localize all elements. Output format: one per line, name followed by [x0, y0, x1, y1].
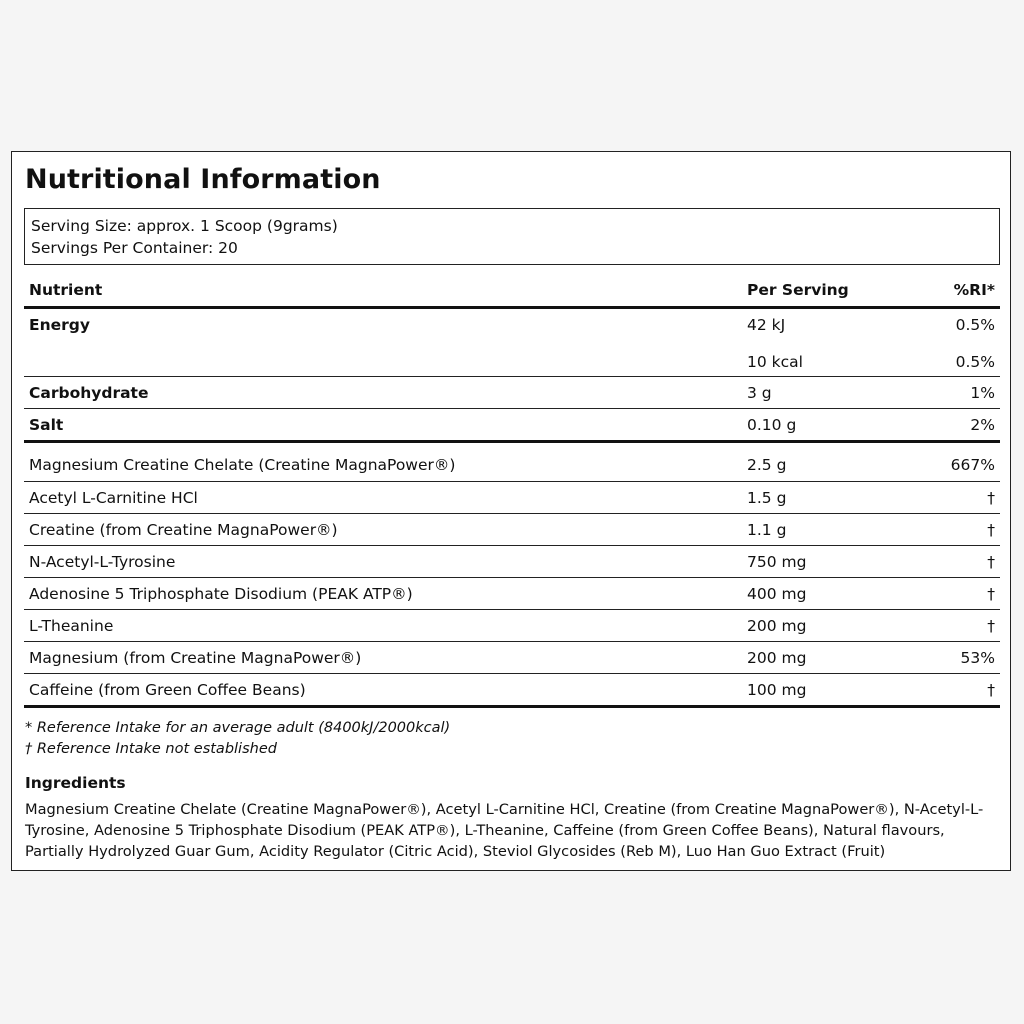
- ingredient-name: L-Theanine: [29, 617, 114, 635]
- energy-kcal: 10 kcal: [747, 353, 803, 371]
- ingredient-ri: †: [987, 489, 995, 507]
- table-header: [24, 273, 1000, 309]
- table-row-carbohydrate: [24, 377, 1000, 409]
- ingredient-amount: 400 mg: [747, 585, 807, 603]
- servings-per-container: Servings Per Container: 20: [31, 239, 238, 257]
- table-row: [24, 610, 1000, 642]
- table-row: [24, 578, 1000, 610]
- ingredient-ri: †: [987, 585, 995, 603]
- ingredient-amount: 200 mg: [747, 649, 807, 667]
- nutrition-table: [24, 273, 1000, 708]
- table-row: [24, 642, 1000, 674]
- energy-kj-ri: 0.5%: [955, 316, 995, 334]
- energy-kcal-ri: 0.5%: [955, 353, 995, 371]
- ingredient-ri: †: [987, 521, 995, 539]
- table-row: [24, 546, 1000, 578]
- nutrient-amount: 3 g: [747, 384, 772, 402]
- table-row-energy: [24, 309, 1000, 377]
- nutrient-name: Salt: [29, 416, 64, 434]
- ingredient-name: Adenosine 5 Triphosphate Disodium (PEAK ATP®): [29, 585, 413, 603]
- nutrition-panel: [11, 151, 1011, 871]
- nutrient-name: Carbohydrate: [29, 384, 149, 402]
- ingredient-name: Acetyl L-Carnitine HCl: [29, 489, 198, 507]
- table-row: [24, 674, 1000, 708]
- energy-kj: 42 kJ: [747, 316, 786, 334]
- ingredient-amount: 1.1 g: [747, 521, 787, 539]
- nutrient-name: Energy: [29, 316, 90, 334]
- ingredient-ri: †: [987, 681, 995, 699]
- ingredient-name: Magnesium Creatine Chelate (Creatine MagnaPower®): [29, 456, 456, 474]
- table-row: [24, 514, 1000, 546]
- ingredients-text: Magnesium Creatine Chelate (Creatine MagnaPower®), Acetyl L-Carnitine HCl, Creatine (from Creatine MagnaPower®), N-Acetyl-L-Tyrosine, Adenosine 5 Triphosphate Disodium (PEAK ATP®), L-Theanine, Caffeine (from Green Coffee Beans), Natural flavours, Partially Hydrolyzed Guar Gum, Acidity Regulator (Citric Acid), Steviol Glycosides (Reb M), Luo Han Guo Extract (Fruit): [25, 801, 984, 860]
- ingredient-name: Creatine (from Creatine MagnaPower®): [29, 521, 338, 539]
- ingredient-ri: †: [987, 553, 995, 571]
- table-row: [24, 443, 1000, 482]
- footnotes: [25, 718, 450, 760]
- ingredient-name: Caffeine (from Green Coffee Beans): [29, 681, 306, 699]
- ri-footnote: * Reference Intake for an average adult (8400kJ/2000kcal): [25, 720, 451, 736]
- ingredient-ri: 53%: [960, 649, 995, 667]
- header-nutrient: Nutrient: [29, 281, 103, 299]
- ingredient-name: N-Acetyl-L-Tyrosine: [29, 553, 176, 571]
- page-title: Nutritional Information: [25, 164, 381, 195]
- ingredient-amount: 200 mg: [747, 617, 807, 635]
- ingredient-name: Magnesium (from Creatine MagnaPower®): [29, 649, 362, 667]
- ingredient-amount: 2.5 g: [747, 456, 787, 474]
- table-row-salt: [24, 409, 1000, 443]
- ingredient-ri: †: [987, 617, 995, 635]
- ingredients-title: Ingredients: [25, 774, 126, 792]
- dagger-footnote: † Reference Intake not established: [25, 741, 277, 757]
- nutrient-ri: 1%: [970, 384, 995, 402]
- table-row: [24, 482, 1000, 514]
- ingredient-amount: 100 mg: [747, 681, 807, 699]
- header-per-serving: Per Serving: [747, 281, 849, 299]
- nutrient-amount: 0.10 g: [747, 416, 797, 434]
- nutrient-ri: 2%: [970, 416, 995, 434]
- ingredient-amount: 1.5 g: [747, 489, 787, 507]
- serving-size: Serving Size: approx. 1 Scoop (9grams): [31, 217, 338, 235]
- ingredient-amount: 750 mg: [747, 553, 807, 571]
- header-ri: %RI*: [953, 281, 995, 299]
- ingredient-ri: 667%: [950, 456, 995, 474]
- serving-info-box: [24, 208, 1000, 265]
